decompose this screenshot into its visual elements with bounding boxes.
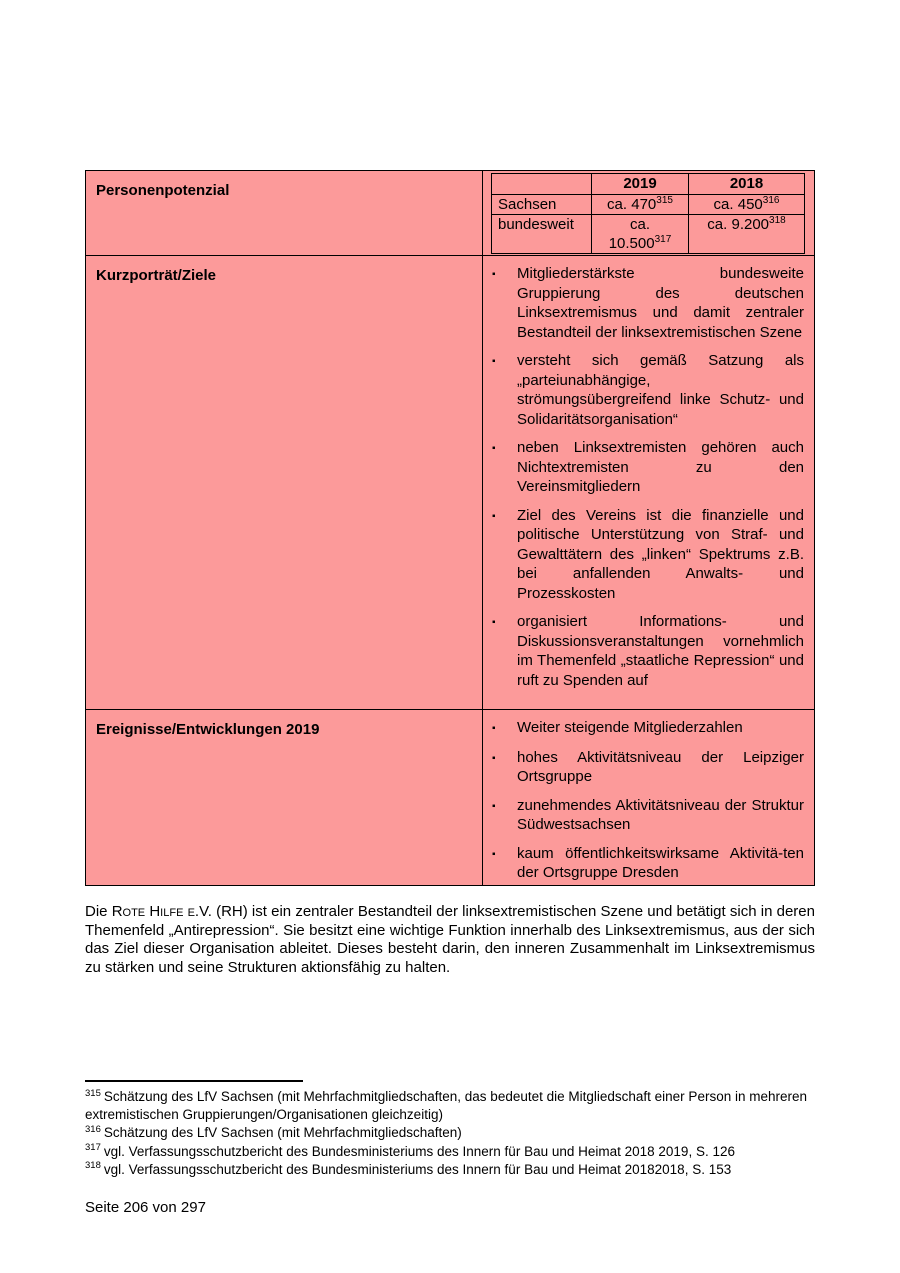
footnote-ref-317: 317 bbox=[654, 234, 672, 245]
bullet-square-icon: ▪ bbox=[492, 617, 496, 628]
list-item bbox=[492, 718, 804, 739]
body-paragraph bbox=[85, 903, 815, 977]
region-label-bundesweit: bundesweit bbox=[492, 215, 592, 254]
footnote-number: 317 bbox=[85, 1142, 101, 1154]
row-kurzportraet bbox=[86, 255, 814, 709]
row-label-ereignisse: Ereignisse/Entwicklungen 2019 bbox=[86, 710, 483, 885]
footnote-section bbox=[85, 1080, 815, 1179]
list-item bbox=[492, 796, 804, 835]
footnote-text: vgl. Verfassungsschutzbericht des Bundesministeriums des Innern für Bau und Heimat 20182018, S. 153 bbox=[103, 1161, 732, 1177]
row-label-personenpotenzial: Personenpotenzial bbox=[86, 171, 483, 255]
value-bundesweit-2018: ca. 9.200$^{318}$ bbox=[689, 215, 805, 254]
row-ereignisse bbox=[86, 709, 814, 885]
bullet-text: zunehmendes Aktivitätsniveau der Struktur Südwestsachsen bbox=[517, 796, 804, 833]
value-bundesweit-2019: ca. 10.500$^{317}$ bbox=[592, 215, 689, 254]
list-item bbox=[492, 748, 804, 787]
list-item bbox=[492, 612, 804, 690]
footnote-text: Schätzung des LfV Sachsen (mit Mehrfachmitgliedschaften, das bedeutet die Mitgliedschaft einer Person in mehreren extremistischen Gruppierungen/Organisationen gleichzeitig) bbox=[85, 1089, 807, 1123]
bullet-square-icon: ▪ bbox=[492, 510, 496, 522]
footnote-ref-318: 318 bbox=[769, 215, 786, 226]
bullet-square-icon: ▪ bbox=[492, 752, 496, 764]
personenpotenzial-content bbox=[483, 171, 814, 255]
footnote-text: Schätzung des LfV Sachsen (mit Mehrfachmitgliedschaften) bbox=[103, 1125, 462, 1141]
value-sachsen-2019: ca. $470^{315}$ bbox=[592, 195, 689, 215]
bullet-text: Ziel des Vereins ist die finanzielle und politische Unterstützung von Straf- und Gewalttätern des „linken“ Spektrums z.B. bei anfallenden Anwalts- und Prozesskosten bbox=[517, 506, 804, 602]
footnote-316 bbox=[85, 1124, 815, 1142]
footnote-317 bbox=[85, 1143, 815, 1161]
personnel-header-row bbox=[492, 174, 805, 195]
paragraph-part2: (RH) ist ein zentraler Bestandteil der linksextremistischen Szene und betätigt sich in deren Themenfeld „Antirepression“. Sie besitzt eine wichtige Funktion innerhalb des Linksextremismus, aus der sich das Ziel dieser Organisation ableitet. Dieses besteht darin, den inneren Zusammenhalt im Linksextremismus zu stärken und seine Strukturen aktionsfähig zu halten. bbox=[85, 903, 815, 976]
organisation-name: Rote Hilfe e.V. bbox=[111, 903, 212, 920]
region-label-sachsen: Sachsen bbox=[492, 195, 592, 215]
footnote-ref-315: 315 bbox=[656, 195, 673, 206]
footnote-number: 318 bbox=[85, 1160, 101, 1172]
list-item bbox=[492, 438, 804, 497]
table-row-sachsen bbox=[492, 195, 805, 215]
personnel-header-2019: 2019 bbox=[592, 174, 689, 195]
footnote-315 bbox=[85, 1088, 815, 1124]
info-table bbox=[85, 170, 815, 886]
page-number: Seite 206 von 297 bbox=[85, 1199, 206, 1216]
list-item bbox=[492, 844, 804, 883]
list-item bbox=[492, 351, 804, 429]
bullet-square-icon: ▪ bbox=[492, 269, 496, 280]
bullet-square-icon: ▪ bbox=[492, 848, 496, 860]
list-item bbox=[492, 506, 804, 604]
personnel-table bbox=[491, 173, 805, 254]
footnote-text: vgl. Verfassungsschutzbericht des Bundesministeriums des Innern für Bau und Heimat 2018 2019, S. 126 bbox=[103, 1143, 735, 1159]
bullet-square-icon: ▪ bbox=[492, 800, 496, 812]
bullet-text: organisiert Informations- und Diskussionsveranstaltungen vornehmlich im Themenfeld „staatliche Repression“ und ruft zu Spenden auf bbox=[517, 613, 804, 689]
footnote-ref-316: 316 bbox=[762, 195, 780, 206]
kurzportraet-content bbox=[483, 256, 814, 709]
row-label-kurzportraet: Kurzporträt/Ziele bbox=[86, 256, 483, 709]
bullet-text: Weiter steigende Mitgliederzahlen bbox=[517, 719, 743, 736]
bullet-text: versteht sich gemäß Satzung als „parteiunabhängige, strömungsübergreifend linke Schutz- und Solidaritätsorganisation“ bbox=[517, 352, 804, 428]
footnote-separator bbox=[85, 1080, 303, 1082]
bullet-square-icon: ▪ bbox=[492, 356, 496, 367]
footnote-number: 316 bbox=[85, 1123, 101, 1135]
row-personenpotenzial bbox=[86, 171, 814, 255]
value-sachsen-2018: ca. $450^{316}$ bbox=[689, 195, 805, 215]
ereignisse-content bbox=[483, 710, 814, 885]
table-row-bundesweit bbox=[492, 215, 805, 254]
paragraph-part1: Die bbox=[85, 903, 112, 920]
footnote-318 bbox=[85, 1161, 815, 1179]
bullet-text: hohes Aktivitätsniveau der Leipziger Ortsgruppe bbox=[517, 748, 804, 785]
bullet-text: Mitgliederstärkste bundesweite Gruppierung des deutschen Linksextremismus und damit zentraler Bestandteil der linksextremistischen Szene bbox=[517, 265, 804, 341]
bullet-text: kaum öffentlichkeitswirksame Aktivitä-ten der Ortsgruppe Dresden bbox=[517, 844, 804, 881]
footnote-number: 315 bbox=[85, 1087, 101, 1099]
bullet-square-icon: ▪ bbox=[492, 723, 496, 734]
bullet-square-icon: ▪ bbox=[492, 443, 496, 454]
personnel-header-2018: 2018 bbox=[689, 174, 805, 195]
list-item bbox=[492, 264, 804, 342]
personnel-header-blank bbox=[492, 174, 592, 195]
bullet-text: neben Linksextremisten gehören auch Nichtextremisten zu den Vereinsmitgliedern bbox=[517, 439, 804, 495]
